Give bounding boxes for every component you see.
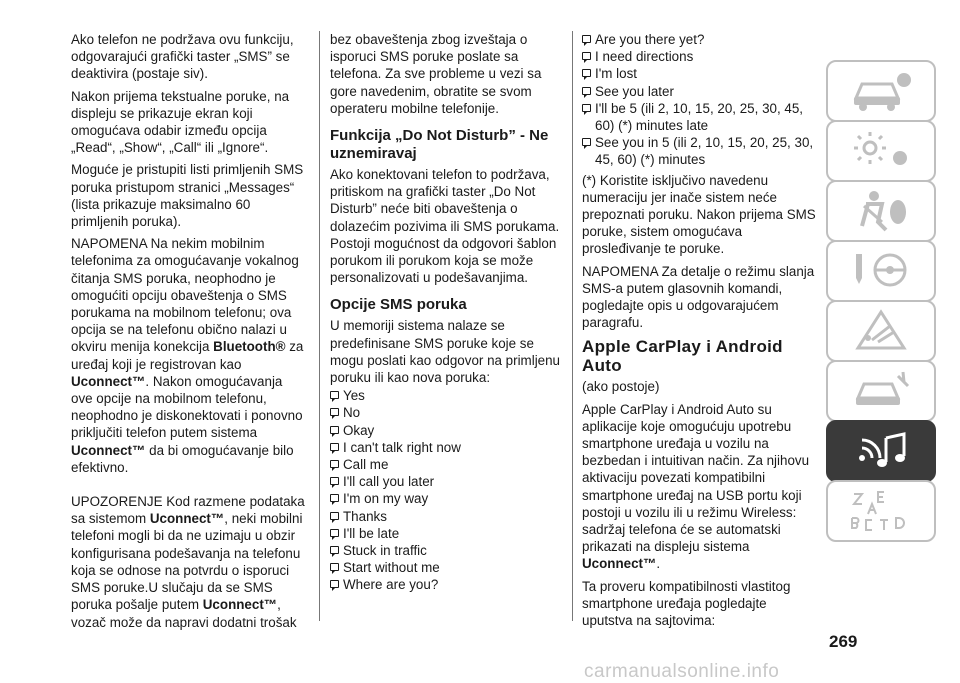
page-number: 269 [829,632,858,651]
section-heading-do-not-disturb: Funkcija „Do Not Disturb” - Ne uznemiravaj [330,127,549,163]
watermark: carmanualsonline.info [584,661,780,682]
column-divider-2 [572,31,573,621]
list-item: I can't talk right now [330,439,566,456]
paragraph: U memoriji sistema nalaze se predefinisane SMS poruke koje se mogu poslati kao odgovor na primljenu poruku ili kao nova poruka: [330,318,561,386]
warning-triangle-icon [848,308,914,354]
list-item: See you later [582,83,818,100]
list-item: No [330,404,566,421]
paragraph: Ta proveru kompatibilnosti vlastitog smartphone uređaja pogledajte uputstva na sajtovima: [582,578,791,629]
column-2 [330,31,566,594]
column-divider-1 [319,31,320,621]
list-item: I'm lost [582,65,818,82]
paragraph: (ako postoje) [582,379,660,395]
note-paragraph: NAPOMENA Za detalje o režimu slanja SMS-a putem glasovnih komandi, pogledajte opis u odgovarajućem paragrafu. [582,263,815,331]
steering-key-icon [848,248,914,294]
note-paragraph: NAPOMENA Na nekim mobilnim telefonima za omogućavanje vokalnog čitanja SMS poruka, neophodno je omogućiti opciju obaveštenja o SMS porukama na mobilnom telefonu; ova opcija se na telefonu obično nalazi u okviru menija konekcija Bluetooth® za uređaj koji je registrovan kao Uconnect™. Nakon omogućavanja ove opcije na mobilnom telefonu, neophodno je diskonektovati i ponovno priključiti telefon putem sistema Uconnect™ da bi omogućavanje bilo efektivno. [71,236,304,475]
chapter-tab-dashboard[interactable] [826,120,936,182]
section-heading-carplay: Apple CarPlay i Android Auto [582,337,783,376]
paragraph: Moguće je pristupiti listi primljenih SMS poruka pristupom stranici „Messages“ (lista prikazuje maksimalno 60 primljenih poruka). [71,162,304,230]
chapter-tab-multimedia[interactable] [826,420,936,482]
column-3 [582,31,818,634]
seatbelt-airbag-icon [848,188,914,234]
paragraph: Ako konektovani telefon to podržava, pritiskom na grafički taster „Do Not Disturb” neće biti obaveštenja o dolazećim pozivima ili SMS porukama. Postoji mogućnost da odgovori šablon porukom ili porukom koja se može personalizovati u podešavanjima. [330,167,560,286]
sms-message-list-continued [582,31,818,169]
list-item: Okay [330,422,566,439]
paragraph: Nakon prijema tekstualne poruke, na displeju se prikazuje ekran koji omogućava odabir između opcija „Read“, „Show“, „Call“ ili „Ignore“. [71,88,290,156]
list-item: Yes [330,387,566,404]
list-item: Are you there yet? [582,31,818,48]
chapter-tab-safety[interactable] [826,180,936,242]
dashboard-lights-icon [848,128,914,174]
chapter-tab-service[interactable] [826,360,936,422]
list-item: See you in 5 (ili 2, 10, 15, 20, 25, 30, 45, 60) (*) minutes [582,134,818,168]
paragraph: bez obaveštenja zbog izveštaja o isporuci SMS poruke poslate sa telefona. Za sve probleme u vezi sa gore navedenim, obratite se svom operateru mobilne telefonije. [330,32,542,116]
paragraph: Ako telefon ne podržava ovu funkciju, odgovarajući grafički taster „SMS” se deaktivira (postaje siv). [71,32,294,82]
list-item: Thanks [330,508,566,525]
chapter-tab-starting[interactable] [826,240,936,302]
list-item: Start without me [330,559,566,576]
chapter-tab-car-info[interactable] [826,60,936,122]
multimedia-signal-note-icon [848,428,914,474]
list-item: I'll be 5 (ili 2, 10, 15, 20, 25, 30, 45, 60) (*) minutes late [582,100,818,134]
paragraph: (*) Koristite isključivo navedenu numeraciju jer inače sistem neće prepoznati poruku. Nakon prijema SMS poruke, sistem omogućava prosleđivanje te poruke. [582,172,816,257]
list-item: I'm on my way [330,490,566,507]
column-1 [71,31,306,636]
list-item: I'll call you later [330,473,566,490]
car-info-icon [848,68,914,114]
list-item: Stuck in traffic [330,542,566,559]
car-service-icon [848,368,914,414]
chapter-tab-emergency[interactable] [826,300,936,362]
list-item: Call me [330,456,566,473]
section-heading-sms-options: Opcije SMS poruka [330,296,467,314]
chapter-tab-index[interactable] [826,480,936,542]
list-item: I need directions [582,48,818,65]
sms-message-list [330,387,566,593]
paragraph: Apple CarPlay i Android Auto su aplikacije koje omogućuju upotrebu smartphone uređaja u vozilu na bezbedan i intuitivan način. Za njihovu aktivaciju povezati kompatibilni smartphone uređaj na USB portu koji postoji u vozilu ili u režimu Wireless: sadržaj telefona će se automatski prikazati na displeju sistema Uconnect™. [582,401,810,572]
warning-paragraph: UPOZORENJE Kod razmene podataka sa sistemom Uconnect™, neki mobilni telefoni mogli bi da ne uzimaju u obzir konfigurisana podešavanja na telefonu koja se odnose na potvrdu o isporuci SMS poruke.U slučaju da se SMS poruka pošalje putem Uconnect™, vozač može da napravi dodatni trošak [71,494,305,630]
list-item: I'll be late [330,525,566,542]
alphabetical-index-icon [848,488,914,534]
list-item: Where are you? [330,576,566,593]
